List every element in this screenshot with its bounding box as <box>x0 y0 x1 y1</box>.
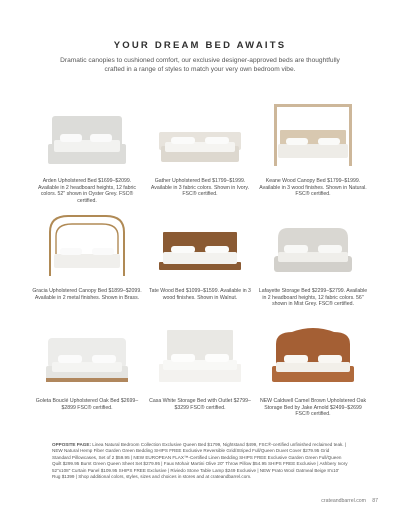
product-caption: Goleta Bouclé Upholstered Oak Bed $2699–$2899 FSC® certified. <box>35 398 139 411</box>
bed-image <box>145 320 255 390</box>
bed-image <box>32 320 142 390</box>
bed-image <box>258 320 368 390</box>
footnote-label: OPPOSITE PAGE: <box>52 442 91 447</box>
product-caption: Lafayette Storage Bed $2299–$2799. Available in 2 headboard heights, 12 fabric colors. 56" shown in Mist Grey. FSC® certified. <box>258 288 368 308</box>
product-caption: Arden Upholstered Bed $1699–$2099. Available in 2 headboard heights, 12 fabric colors. 52" shown in Oyster Grey. FSC® certified. <box>38 178 136 204</box>
product-caption: Casa White Storage Bed with Outlet $2799–$3299 FSC® certified. <box>149 398 251 411</box>
product-caption: Tate Wood Bed $1099–$1599. Available in 3 wood finishes. Shown in Walnut. <box>149 288 251 301</box>
page-number: 87 <box>372 498 378 504</box>
product-caption: NEW Caldwell Camel Brown Upholstered Oak Storage Bed by Jake Arnold $2499–$2699 FSC® certified. <box>259 398 367 418</box>
bed-image <box>258 210 368 280</box>
opposite-page-credits <box>52 442 348 480</box>
product-caption: Gather Upholstered Bed $1799–$1999. Available in 3 fabric colors. Shown in Ivory. FSC® certified. <box>150 178 250 198</box>
intro-paragraph: Dramatic canopies to cushioned comfort, our exclusive designer-approved beds are thoughtfully crafted in a range of styles to match your very own bedroom vibe. <box>60 57 340 73</box>
product-caption: Keane Wood Canopy Bed $1799–$1999. Available in 3 wood finishes. Shown in Natural. FSC® certified. <box>259 178 367 198</box>
bed-image <box>258 100 368 170</box>
bed-image <box>32 100 142 170</box>
bed-image <box>145 100 255 170</box>
footer-url[interactable]: crateandbarrel.com <box>321 498 366 504</box>
bed-image <box>145 210 255 280</box>
page-headline: YOUR DREAM BED AWAITS <box>113 40 287 51</box>
product-caption: Gracia Upholstered Canopy Bed $1899–$2099. Available in 2 metal finishes. Shown in Brass. <box>32 288 142 301</box>
bed-image <box>32 210 142 280</box>
footnote-text: Linea Natural Bedroom Collection Exclusive Queen Bed $1799, Nightstand $499, FSC®-certified unfinished reclaimed teak. | NEW Natural Hemp Fiber Garden Green Bedding SHIPS FREE Exclusive Reversible Grid/Striped Full/Queen Duvet Cover $279.95 Grid Standard Pillowcases, Set of 2 $59.95 | NEW EUROPEAN FLAX™-Certified Linen Bedding SHIPS FREE Exclusive Garden Green Full/Queen Quilt $299.95 Burnt Green Queen Sheet Set $279.95 | Faux Mohair Martini Olive 20" Throw Pillow $54.95 SHIPS FREE Exclusive | Ashbery Ivory 52"x108" Curtain Panel $109.95 SHIPS FREE Exclusive | Riviedo Stone Table Lamp $249 Exclusive | NEW Prato Wool Oatmeal Beige 8'x10' Rug $1399 | Shop additional colors, styles, sizes and choices in stores and at crateandbarrel.com. <box>52 442 348 480</box>
